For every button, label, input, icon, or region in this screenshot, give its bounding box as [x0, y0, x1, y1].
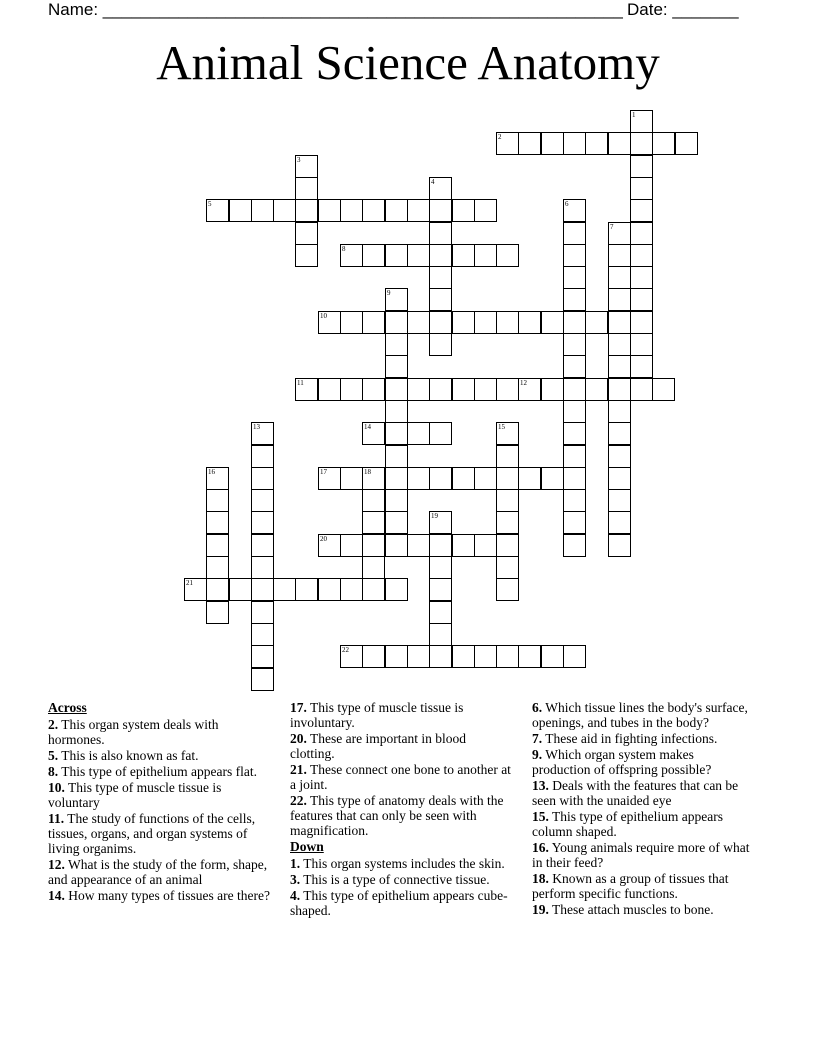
crossword-cell[interactable]	[496, 467, 519, 490]
down-clue	[290, 856, 512, 871]
clue-label: 15.	[532, 809, 549, 824]
clue-text: This type of anatomy deals with the features that can only be seen with magnification.	[290, 793, 504, 838]
crossword-cell[interactable]	[563, 288, 586, 311]
crossword-cell[interactable]	[630, 244, 653, 267]
clue-number: 4	[431, 178, 435, 186]
across-clue	[48, 857, 270, 887]
clue-label: 22.	[290, 793, 307, 808]
crossword-cell[interactable]	[429, 177, 452, 200]
crossword-cell[interactable]	[407, 244, 430, 267]
name-field[interactable]: Name: _______________________________________________________	[48, 0, 623, 19]
crossword-cell[interactable]	[608, 422, 631, 445]
clue-number: 15	[498, 423, 505, 431]
crossword-cell[interactable]	[295, 177, 318, 200]
crossword-cell[interactable]	[362, 378, 385, 401]
clue-label: 14.	[48, 888, 65, 903]
crossword-cell[interactable]	[496, 534, 519, 557]
crossword-cell[interactable]	[563, 534, 586, 557]
crossword-cell[interactable]	[675, 132, 698, 155]
clue-label: 10.	[48, 780, 65, 795]
crossword-cell[interactable]	[251, 601, 274, 624]
crossword-cell[interactable]	[251, 422, 274, 445]
crossword-cell[interactable]	[608, 534, 631, 557]
across-clue	[290, 762, 512, 792]
crossword-cell[interactable]	[496, 511, 519, 534]
crossword-cell[interactable]	[496, 311, 519, 334]
down-clue	[532, 731, 754, 746]
crossword-cell[interactable]	[496, 578, 519, 601]
crossword-cell[interactable]	[608, 489, 631, 512]
clue-text: This type of epithelium appears column shaped.	[532, 809, 723, 839]
crossword-cell[interactable]	[429, 288, 452, 311]
clue-label: 19.	[532, 902, 549, 917]
clue-text: This organ system deals with hormones.	[48, 717, 219, 747]
crossword-cell[interactable]	[362, 511, 385, 534]
clue-number: 18	[364, 468, 371, 476]
crossword-cell[interactable]	[362, 422, 385, 445]
crossword-cell[interactable]	[206, 467, 229, 490]
clue-label: 2.	[48, 717, 59, 732]
crossword-cell[interactable]	[563, 467, 586, 490]
crossword-cell[interactable]	[452, 311, 475, 334]
across-clue	[48, 717, 270, 747]
crossword-cell[interactable]	[563, 244, 586, 267]
crossword-cell[interactable]	[563, 311, 586, 334]
crossword-cell[interactable]	[608, 400, 631, 423]
crossword-cell[interactable]	[608, 311, 631, 334]
down-clue	[532, 747, 754, 777]
crossword-cell[interactable]	[318, 199, 341, 222]
clue-text: These aid in fighting infections.	[545, 731, 718, 746]
crossword-cell[interactable]	[385, 467, 408, 490]
crossword-cell[interactable]	[630, 333, 653, 356]
down-clue	[532, 809, 754, 839]
clue-text: Young animals require more of what in their feed?	[532, 840, 750, 870]
crossword-cell[interactable]	[608, 244, 631, 267]
clue-label: 11.	[48, 811, 65, 826]
crossword-cell[interactable]	[385, 578, 408, 601]
crossword-cell[interactable]	[273, 578, 296, 601]
crossword-cell[interactable]	[407, 422, 430, 445]
clues-column-1	[48, 700, 270, 904]
crossword-cell[interactable]	[362, 311, 385, 334]
crossword-cell[interactable]	[206, 556, 229, 579]
crossword-cell[interactable]	[206, 534, 229, 557]
crossword-cell[interactable]	[407, 467, 430, 490]
crossword-cell[interactable]	[652, 378, 675, 401]
crossword-cell[interactable]	[429, 222, 452, 245]
crossword-cell[interactable]	[251, 489, 274, 512]
crossword-cell[interactable]	[295, 199, 318, 222]
crossword-cell[interactable]	[429, 556, 452, 579]
crossword-cell[interactable]	[407, 199, 430, 222]
clue-text: What is the study of the form, shape, and appearance of an animal	[48, 857, 268, 887]
crossword-cell[interactable]	[429, 199, 452, 222]
crossword-cell[interactable]	[407, 534, 430, 557]
crossword-cell[interactable]	[385, 244, 408, 267]
crossword-cell[interactable]	[362, 489, 385, 512]
page-title: Animal Science Anatomy	[156, 35, 660, 90]
crossword-cell[interactable]	[541, 645, 564, 668]
crossword-cell[interactable]	[452, 244, 475, 267]
clue-number: 17	[320, 468, 327, 476]
clue-text: This type of muscle tissue is involuntary.	[290, 700, 464, 730]
crossword-cell[interactable]	[340, 311, 363, 334]
crossword-cell[interactable]	[429, 601, 452, 624]
crossword-cell[interactable]	[318, 378, 341, 401]
crossword-cell[interactable]	[608, 378, 631, 401]
crossword-cell[interactable]	[318, 534, 341, 557]
clue-number: 20	[320, 535, 327, 543]
crossword-cell[interactable]	[474, 378, 497, 401]
crossword-cell[interactable]	[362, 556, 385, 579]
clue-label: 7.	[532, 731, 543, 746]
date-field[interactable]: Date: _______	[627, 0, 739, 19]
crossword-cell[interactable]	[251, 534, 274, 557]
crossword-cell[interactable]	[563, 333, 586, 356]
crossword-cell[interactable]	[385, 511, 408, 534]
crossword-cell[interactable]	[563, 400, 586, 423]
crossword-cell[interactable]	[340, 645, 363, 668]
crossword-cell[interactable]	[407, 311, 430, 334]
crossword-cell[interactable]	[630, 222, 653, 245]
crossword-cell[interactable]	[251, 668, 274, 691]
crossword-cell[interactable]	[429, 467, 452, 490]
crossword-cell[interactable]	[630, 266, 653, 289]
clue-number: 14	[364, 423, 371, 431]
crossword-cell[interactable]	[563, 222, 586, 245]
crossword-cell[interactable]	[630, 155, 653, 178]
clues-column-2	[290, 700, 512, 919]
clue-label: 4.	[290, 888, 301, 903]
across-clue	[48, 780, 270, 810]
clue-number: 2	[498, 133, 502, 141]
crossword-cell[interactable]	[496, 378, 519, 401]
crossword-cell[interactable]	[563, 132, 586, 155]
crossword-cell[interactable]	[340, 244, 363, 267]
crossword-cell[interactable]	[385, 400, 408, 423]
clue-label: 12.	[48, 857, 65, 872]
crossword-cell[interactable]	[429, 534, 452, 557]
crossword-cell[interactable]	[385, 445, 408, 468]
clue-number: 5	[208, 200, 212, 208]
crossword-cell[interactable]	[385, 534, 408, 557]
clue-number: 22	[342, 646, 349, 654]
crossword-cell[interactable]	[206, 199, 229, 222]
clue-number: 11	[297, 379, 304, 387]
crossword-cell[interactable]	[563, 445, 586, 468]
crossword-cell[interactable]	[295, 378, 318, 401]
crossword-cell[interactable]	[608, 355, 631, 378]
crossword-cell[interactable]	[630, 132, 653, 155]
clue-number: 7	[610, 223, 614, 231]
clue-label: 9.	[532, 747, 543, 762]
crossword-cell[interactable]	[474, 311, 497, 334]
crossword-cell[interactable]	[630, 199, 653, 222]
crossword-cell[interactable]	[630, 311, 653, 334]
crossword-cell[interactable]	[229, 578, 252, 601]
clue-text: The study of functions of the cells, tissues, organs, and organ systems of living organims.	[48, 811, 256, 856]
clue-label: 8.	[48, 764, 59, 779]
crossword-cell[interactable]	[563, 266, 586, 289]
crossword-cell[interactable]	[206, 511, 229, 534]
across-clue	[48, 748, 270, 763]
crossword-cell[interactable]	[318, 311, 341, 334]
crossword-cell[interactable]	[541, 378, 564, 401]
crossword-cell[interactable]	[518, 645, 541, 668]
crossword-cell[interactable]	[385, 489, 408, 512]
crossword-cell[interactable]	[362, 534, 385, 557]
clue-text: This is a type of connective tissue.	[303, 872, 490, 887]
crossword-cell[interactable]	[318, 578, 341, 601]
crossword-cell[interactable]	[251, 556, 274, 579]
crossword-cell[interactable]	[295, 222, 318, 245]
clue-text: Deals with the features that can be seen with the unaided eye	[532, 778, 739, 808]
clue-text: This type of epithelium appears cube-shaped.	[290, 888, 508, 918]
down-clue	[290, 872, 512, 887]
crossword-cell[interactable]	[630, 355, 653, 378]
crossword-cell[interactable]	[206, 489, 229, 512]
crossword-cell[interactable]	[429, 511, 452, 534]
crossword-cell[interactable]	[518, 311, 541, 334]
crossword-cell[interactable]	[608, 266, 631, 289]
crossword-cell[interactable]	[385, 288, 408, 311]
crossword-cell[interactable]	[608, 132, 631, 155]
crossword-cell[interactable]	[407, 378, 430, 401]
crossword-cell[interactable]	[429, 311, 452, 334]
down-clue	[532, 871, 754, 901]
across-clue	[290, 731, 512, 761]
crossword-cell[interactable]	[474, 534, 497, 557]
crossword-cell[interactable]	[206, 578, 229, 601]
crossword-cell[interactable]	[608, 445, 631, 468]
crossword-cell[interactable]	[563, 489, 586, 512]
clue-text: These connect one bone to another at a joint.	[290, 762, 511, 792]
clue-number: 9	[387, 289, 391, 297]
clue-label: 6.	[532, 700, 543, 715]
crossword-cell[interactable]	[452, 645, 475, 668]
crossword-cell[interactable]	[496, 445, 519, 468]
crossword-cell[interactable]	[496, 244, 519, 267]
clue-number: 19	[431, 512, 438, 520]
crossword-cell[interactable]	[541, 467, 564, 490]
clue-text: This is also known as fat.	[61, 748, 199, 763]
clue-number: 21	[186, 579, 193, 587]
clue-label: 5.	[48, 748, 59, 763]
crossword-cell[interactable]	[496, 556, 519, 579]
clue-number: 6	[565, 200, 569, 208]
clue-label: 20.	[290, 731, 307, 746]
clue-label: 13.	[532, 778, 549, 793]
crossword-cell[interactable]	[251, 445, 274, 468]
clue-text: This organ systems includes the skin.	[303, 856, 505, 871]
clue-number: 13	[253, 423, 260, 431]
crossword-cell[interactable]	[474, 645, 497, 668]
crossword-cell[interactable]	[184, 578, 207, 601]
clue-number: 3	[297, 156, 301, 164]
crossword-cell[interactable]	[429, 645, 452, 668]
crossword-cell[interactable]	[362, 244, 385, 267]
down-clue	[290, 888, 512, 918]
clue-text: Known as a group of tissues that perform specific functions.	[532, 871, 729, 901]
crossword-cell[interactable]	[229, 199, 252, 222]
crossword-cell[interactable]	[429, 623, 452, 646]
crossword-cell[interactable]	[295, 155, 318, 178]
crossword-cell[interactable]	[251, 645, 274, 668]
crossword-cell[interactable]	[496, 489, 519, 512]
clue-label: 3.	[290, 872, 301, 887]
clue-label: 18.	[532, 871, 549, 886]
crossword-cell[interactable]	[474, 244, 497, 267]
crossword-cell[interactable]	[429, 422, 452, 445]
crossword-cell[interactable]	[608, 333, 631, 356]
crossword-cell[interactable]	[630, 177, 653, 200]
clue-text: These attach muscles to bone.	[552, 902, 714, 917]
crossword-cell[interactable]	[496, 422, 519, 445]
crossword-cell[interactable]	[608, 288, 631, 311]
crossword-cell[interactable]	[429, 266, 452, 289]
crossword-cell[interactable]	[563, 199, 586, 222]
crossword-cell[interactable]	[295, 578, 318, 601]
clue-text: These are important in blood clotting.	[290, 731, 466, 761]
crossword-cell[interactable]	[362, 578, 385, 601]
clue-text: How many types of tissues are there?	[68, 888, 270, 903]
crossword-cell[interactable]	[518, 132, 541, 155]
across-clue	[48, 888, 270, 903]
across-heading: Across	[48, 700, 87, 715]
crossword-cell[interactable]	[385, 645, 408, 668]
crossword-cell[interactable]	[385, 311, 408, 334]
crossword-cell[interactable]	[518, 378, 541, 401]
crossword-cell[interactable]	[541, 132, 564, 155]
down-heading: Down	[290, 839, 324, 854]
crossword-cell[interactable]	[563, 355, 586, 378]
down-clue	[532, 778, 754, 808]
clue-text: This type of muscle tissue is voluntary	[48, 780, 222, 810]
crossword-cell[interactable]	[563, 422, 586, 445]
crossword-cell[interactable]	[385, 355, 408, 378]
down-clue	[532, 840, 754, 870]
crossword-cell[interactable]	[608, 222, 631, 245]
crossword-cell[interactable]	[496, 132, 519, 155]
clues-column-3	[532, 700, 754, 918]
crossword-cell[interactable]	[429, 333, 452, 356]
clue-number: 16	[208, 468, 215, 476]
crossword-cell[interactable]	[429, 244, 452, 267]
crossword-cell[interactable]	[630, 288, 653, 311]
across-clue	[48, 764, 270, 779]
crossword-cell[interactable]	[585, 132, 608, 155]
crossword-cell[interactable]	[474, 199, 497, 222]
crossword-cell[interactable]	[563, 645, 586, 668]
crossword-cell[interactable]	[452, 534, 475, 557]
crossword-cell[interactable]	[385, 378, 408, 401]
clue-label: 17.	[290, 700, 307, 715]
crossword-cell[interactable]	[452, 378, 475, 401]
crossword-cell[interactable]	[251, 578, 274, 601]
crossword-cell[interactable]	[362, 199, 385, 222]
crossword-cell[interactable]	[452, 199, 475, 222]
crossword-cell[interactable]	[541, 311, 564, 334]
crossword-cell[interactable]	[251, 511, 274, 534]
crossword-cell[interactable]	[585, 311, 608, 334]
crossword-cell[interactable]	[273, 199, 296, 222]
clue-text: This type of epithelium appears flat.	[61, 764, 257, 779]
crossword-cell[interactable]	[429, 578, 452, 601]
clue-label: 1.	[290, 856, 301, 871]
crossword-cell[interactable]	[407, 645, 430, 668]
crossword-cell[interactable]	[251, 623, 274, 646]
crossword-cell[interactable]	[385, 333, 408, 356]
down-clue	[532, 700, 754, 730]
crossword-cell[interactable]	[585, 378, 608, 401]
crossword-cell[interactable]	[496, 645, 519, 668]
crossword-cell[interactable]	[563, 511, 586, 534]
crossword-cell[interactable]	[563, 378, 586, 401]
clue-number: 1	[632, 111, 636, 119]
crossword-cell[interactable]	[251, 467, 274, 490]
crossword-cell[interactable]	[429, 378, 452, 401]
crossword-cell[interactable]	[652, 132, 675, 155]
crossword-cell[interactable]	[630, 110, 653, 133]
crossword-cell[interactable]	[318, 467, 341, 490]
crossword-cell[interactable]	[340, 378, 363, 401]
across-clue	[48, 811, 270, 856]
crossword-cell[interactable]	[452, 467, 475, 490]
crossword-cell[interactable]	[340, 578, 363, 601]
clue-label: 16.	[532, 840, 549, 855]
clue-number: 8	[342, 245, 346, 253]
crossword-cell[interactable]	[340, 199, 363, 222]
crossword-cell[interactable]	[608, 467, 631, 490]
crossword-cell[interactable]	[362, 467, 385, 490]
crossword-cell[interactable]	[518, 467, 541, 490]
down-clue	[532, 902, 754, 917]
crossword-cell[interactable]	[385, 199, 408, 222]
clue-number: 12	[520, 379, 527, 387]
clue-text: Which organ system makes production of offspring possible?	[532, 747, 712, 777]
crossword-cell[interactable]	[206, 601, 229, 624]
across-clue	[290, 700, 512, 730]
crossword-cell[interactable]	[251, 199, 274, 222]
crossword-cell[interactable]	[362, 645, 385, 668]
crossword-cell[interactable]	[340, 467, 363, 490]
crossword-cell[interactable]	[474, 467, 497, 490]
clue-label: 21.	[290, 762, 307, 777]
clue-text: Which tissue lines the body's surface, openings, and tubes in the body?	[532, 700, 748, 730]
crossword-cell[interactable]	[608, 511, 631, 534]
crossword-cell[interactable]	[295, 244, 318, 267]
crossword-cell[interactable]	[340, 534, 363, 557]
across-clue	[290, 793, 512, 838]
crossword-cell[interactable]	[385, 422, 408, 445]
crossword-cell[interactable]	[630, 378, 653, 401]
clue-number: 10	[320, 312, 327, 320]
